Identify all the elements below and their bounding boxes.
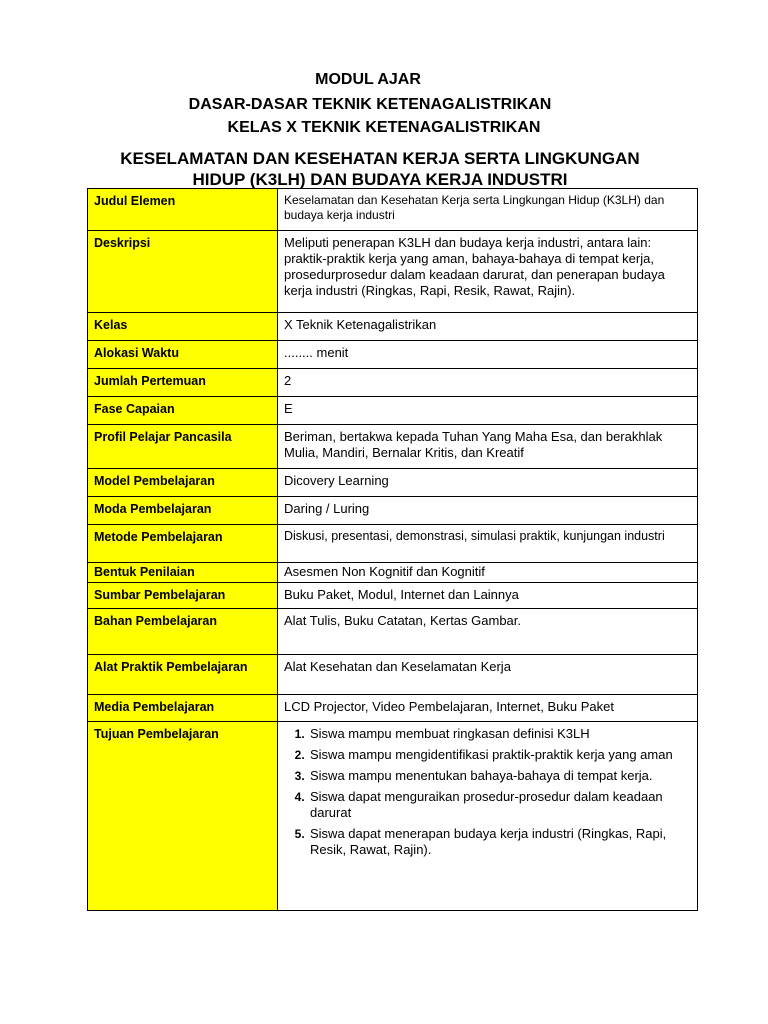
class-title: KELAS X TEKNIK KETENAGALISTRIKAN (227, 119, 541, 136)
row-label: Media Pembelajaran (88, 695, 278, 722)
row-value: Meliputi penerapan K3LH dan budaya kerja industri, antara lain: praktik-praktik kerja yang aman, bahaya-bahaya di tempat kerja, prosedurprosedur dalam keadaan darurat, dan penerapan budaya kerja industri (Ringkas, Rapi, Resik, Rawat, Rajin). (278, 231, 698, 313)
table-row (88, 341, 698, 369)
table-row (88, 563, 698, 583)
row-label: Bentuk Penilaian (88, 563, 278, 583)
topic-title-line-2: HIDUP (K3LH) DAN BUDAYA KERJA INDUSTRI (192, 170, 568, 189)
row-value: Buku Paket, Modul, Internet dan Lainnya (278, 583, 698, 609)
row-value: Dicovery Learning (278, 469, 698, 497)
row-label: Alat Praktik Pembelajaran (88, 655, 278, 695)
row-label: Deskripsi (88, 231, 278, 313)
row-value: ........ menit (278, 341, 698, 369)
row-value: Alat Tulis, Buku Catatan, Kertas Gambar. (278, 609, 698, 655)
objectives-list (284, 726, 691, 858)
table-row (88, 583, 698, 609)
row-label: Moda Pembelajaran (88, 497, 278, 525)
row-label: Model Pembelajaran (88, 469, 278, 497)
learning-objectives (278, 722, 698, 911)
row-value: X Teknik Ketenagalistrikan (278, 313, 698, 341)
list-item: 4. Siswa dapat menguraikan prosedur-prosedur dalam keadaan darurat (308, 789, 691, 821)
row-value: 2 (278, 369, 698, 397)
table-row (88, 655, 698, 695)
module-info-table (87, 188, 698, 911)
row-label: Bahan Pembelajaran (88, 609, 278, 655)
row-label: Metode Pembelajaran (88, 525, 278, 563)
table-row (88, 609, 698, 655)
table-row (88, 525, 698, 563)
table-row (88, 497, 698, 525)
row-label: Tujuan Pembelajaran (88, 722, 278, 911)
table-row (88, 397, 698, 425)
table-row (88, 369, 698, 397)
row-value: E (278, 397, 698, 425)
row-label: Profil Pelajar Pancasila (88, 425, 278, 469)
row-label: Alokasi Waktu (88, 341, 278, 369)
topic-title (0, 148, 764, 190)
list-item: 2. Siswa mampu mengidentifikasi praktik-praktik kerja yang aman (308, 747, 691, 763)
row-label: Judul Elemen (88, 189, 278, 231)
table-row (88, 189, 698, 231)
row-label: Sumbar Pembelajaran (88, 583, 278, 609)
list-item: 5. Siswa dapat menerapan budaya kerja industri (Ringkas, Rapi, Resik, Rawat, Rajin). (308, 826, 691, 858)
row-label: Kelas (88, 313, 278, 341)
list-item: 1. Siswa mampu membuat ringkasan definisi K3LH (308, 726, 691, 742)
row-value: Asesmen Non Kognitif dan Kognitif (278, 563, 698, 583)
row-label: Fase Capaian (88, 397, 278, 425)
module-title: MODUL AJAR (315, 71, 421, 88)
row-value: Keselamatan dan Kesehatan Kerja serta Lingkungan Hidup (K3LH) dan budaya kerja industri (278, 189, 698, 231)
row-value: Beriman, bertakwa kepada Tuhan Yang Maha Esa, dan berakhlak Mulia, Mandiri, Bernalar Kritis, dan Kreatif (278, 425, 698, 469)
table-row (88, 231, 698, 313)
row-value: LCD Projector, Video Pembelajaran, Internet, Buku Paket (278, 695, 698, 722)
table-row (88, 425, 698, 469)
row-value: Daring / Luring (278, 497, 698, 525)
table-row (88, 695, 698, 722)
topic-title-line-1: KESELAMATAN DAN KESEHATAN KERJA SERTA LINGKUNGAN (120, 149, 640, 168)
subject-title: DASAR-DASAR TEKNIK KETENAGALISTRIKAN (188, 96, 552, 113)
table-row (88, 722, 698, 911)
row-label: Jumlah Pertemuan (88, 369, 278, 397)
table-row (88, 313, 698, 341)
list-item: 3. Siswa mampu menentukan bahaya-bahaya di tempat kerja. (308, 768, 691, 784)
row-value: Alat Kesehatan dan Keselamatan Kerja (278, 655, 698, 695)
table-row (88, 469, 698, 497)
row-value: Diskusi, presentasi, demonstrasi, simulasi praktik, kunjungan industri (278, 525, 698, 563)
